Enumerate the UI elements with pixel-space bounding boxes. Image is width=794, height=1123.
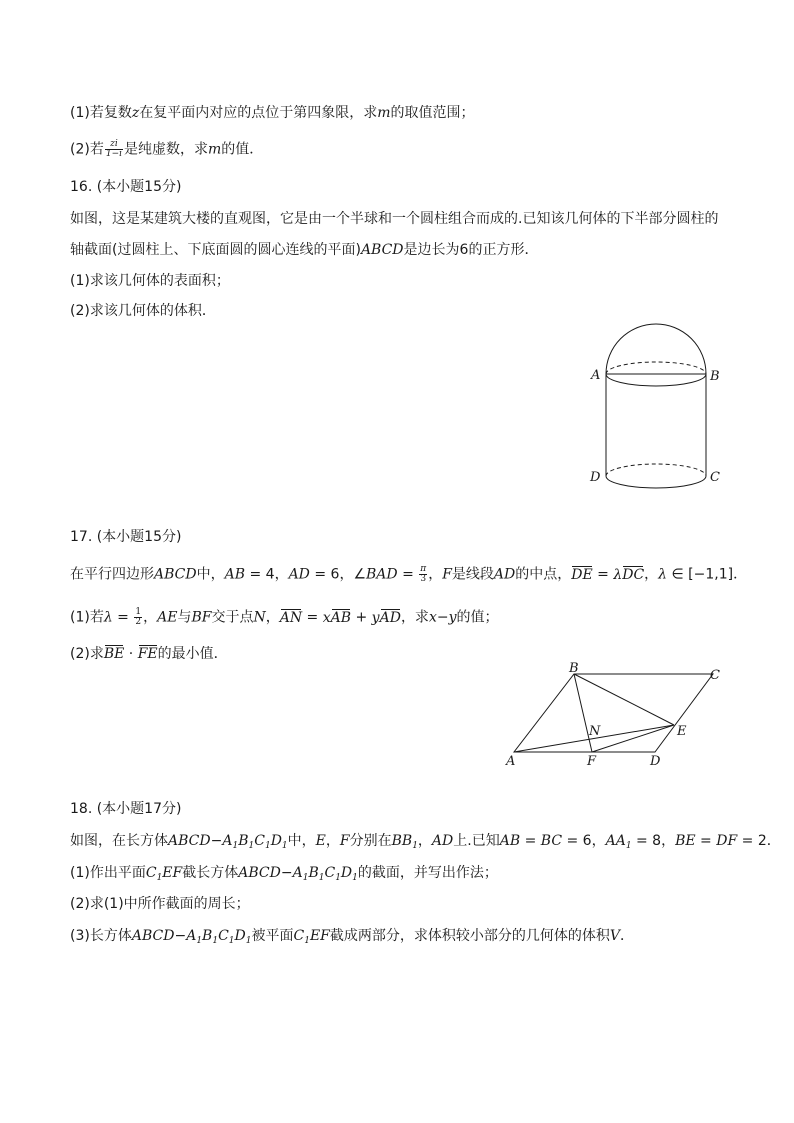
q18-stem: 如图，在长方体$ABCD-A_1B_1C_1D_1$中，E，F分别在$BB_1$，AD上.已知AB = BC = 6，$AA_1 = 8$，BE = DF = 2． — [70, 833, 781, 851]
q18-header: 18. (本小题17分) — [70, 801, 182, 817]
q17-part2: (2)求BE · FE的最小值． — [70, 646, 228, 662]
q16-header: 16. (本小题15分) — [70, 179, 182, 195]
label-D: D — [590, 470, 601, 485]
label-A: A — [506, 754, 516, 769]
q17-header: 17. (本小题15分) — [70, 529, 182, 545]
q15-part2: (2)若 $\frac{zi}{1-i}$ 是纯虚数，求m的值． — [70, 139, 264, 159]
label-E: E — [677, 724, 687, 739]
label-A: A — [591, 368, 601, 383]
q15-part1: (1)若复数z在复平面内对应的点位于第四象限，求m的取值范围； — [70, 105, 475, 121]
label-D: D — [650, 754, 661, 769]
q18-part1: (1)作出平面$C_1EF$截长方体$ABCD-A_1B_1C_1D_1$的截面，并写出作法； — [70, 865, 498, 883]
label-B: B — [710, 369, 720, 384]
label-F: F — [587, 754, 597, 769]
q16-part2: (2)求该几何体的体积． — [70, 303, 216, 319]
q17-stem: 在平行四边形ABCD中，AB = 4，AD = 6，∠BAD = $\frac{\pi}{3}$ ，F是线段AD的中点，DE = λDC，λ ∈ [−1,1]． — [70, 564, 748, 584]
label-C: C — [710, 470, 720, 485]
q16-stem-line2: 轴截面(过圆柱上、下底面圆的圆心连线的平面)ABCD是边长为6的正方形． — [70, 242, 539, 258]
label-C: C — [710, 668, 720, 683]
q18-part2: (2)求(1)中所作截面的周长； — [70, 896, 250, 912]
label-B: B — [569, 662, 579, 676]
q18-part3: (3)长方体$ABCD-A_1B_1C_1D_1$被平面$C_1EF$截成两部分，求体积较小部分的几何体的体积V． — [70, 928, 635, 946]
hemisphere-cylinder-figure — [580, 318, 730, 500]
fraction: $\frac{zi}{1-i}$ — [105, 139, 122, 159]
q17-part1: (1)若λ = $\frac{1}{2}$ ，AE与BF交于点N，AN = xAB + yAD，求x−y的值； — [70, 607, 499, 627]
q16-part1: (1)求该几何体的表面积； — [70, 273, 230, 289]
parallelogram-figure — [500, 662, 730, 772]
q16-stem-line1: 如图，这是某建筑大楼的直观图，它是由一个半球和一个圆柱组合而成的.已知该几何体的下半部分圆柱的 — [70, 211, 719, 227]
label-N: N — [589, 724, 601, 739]
